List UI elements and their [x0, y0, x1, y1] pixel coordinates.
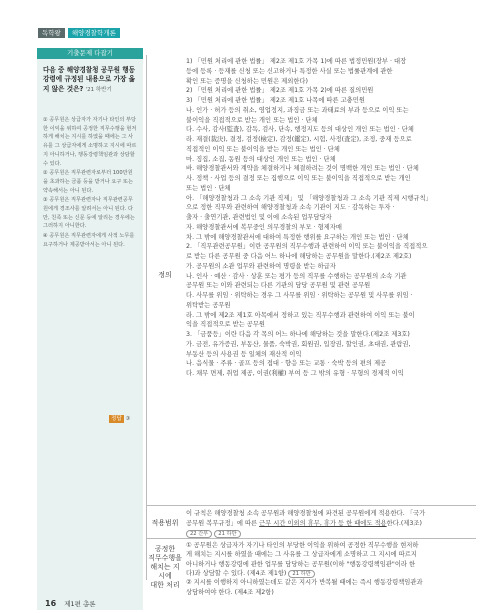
definition-line: 공무원 또는 이와 관련되는 다른 기관의 담당 공무원 및 관련 공무원 — [186, 282, 371, 290]
definition-line: 부동산 등의 사용권 등 일체의 재산적 이익 — [186, 350, 302, 358]
unjust-line-3: 아니하거나 행동강령에 관한 업무를 담당하는 공무원(이하 "행동강령책임관"이라 한 — [186, 560, 416, 568]
definition-line: 아. 「해양경찰청과 그 소속 기관 직제」 및 「해양경찰청과 그 소속 기관 직제 시행규칙」 — [186, 194, 432, 202]
definition-line: 나. 인사 · 예산 · 감사 · 상훈 또는 평가 등의 직무를 수행하는 공무원의 소속 기관 — [186, 272, 407, 280]
table-divider-scope — [146, 505, 476, 506]
unjust-line-6: 상담하여야 한다. (제4조 제2항) — [186, 588, 274, 596]
answer-choice-4: ④ 공무원은 직무관련자에게 사적 노무를 요구하거나 제공받아서는 아니 된다. — [43, 233, 135, 248]
correct-answer — [109, 415, 130, 423]
definition-line: 다. 수사, 감사(監査), 감독, 검사, 단속, 행정지도 등의 대상인 개인 또는 법인 · 단체 — [186, 126, 414, 134]
definition-line: 으로 정한 직무와 관련하여 해양경찰청과 소속 기관이 지도 · 감독하는 투자 · — [186, 204, 395, 212]
unjust-line-2: 게 해치는 지시를 하였을 때에는 그 사유를 그 상급자에게 소명하고 그 지시에 따르지 — [186, 551, 417, 559]
question-text: 다음 중 해양경찰청 공무원 행동강령에 규정된 내용으로 가장 옳지 않은 것은? — [43, 66, 135, 93]
unjust-year-tag: 21 하반 — [288, 570, 314, 579]
definition-line: 확인 또는 증명을 신청하는 민원은 제외한다) — [186, 77, 308, 85]
question-year: '21 하반기 — [85, 86, 112, 93]
correct-answer-label: 정답 — [111, 416, 122, 422]
definition-line: 자. 해양경찰관서에 복무중인 의무경찰의 부모 · 형제자매 — [186, 223, 342, 231]
definition-line: 가. 공무원의 소관 업무와 관련하여 명령을 받는 하급자 — [186, 262, 336, 270]
unjust-line-4 — [186, 569, 476, 579]
unjust-line-4-text: 다)과 상담할 수 있다. (제4조 제1항) — [186, 569, 287, 577]
page-footer — [45, 599, 96, 608]
definition-line: 등에 등록 · 등재를 신청 또는 신고하거나 특정한 사실 또는 법률관계에 관한 — [186, 67, 393, 75]
definition-line: 라. 재결(裁決), 결정, 검정(檢定), 감정(鑑定), 시험, 사정(査定), 조정, 중재 등으로 — [186, 136, 412, 143]
definition-line: 나. 인가 · 허가 등의 취소, 영업정지, 과징금 또는 과태료의 부과 등으로 이익 또는 — [186, 106, 409, 114]
definition-line: 바. 해양경찰관서와 계약을 체결하거나 체결하려는 것이 명백한 개인 또는 법인 · 단체 — [186, 165, 419, 173]
scope-text-underlined: 근무 시간 이외의 휴무, 휴가 등 한 때에도 적용 — [259, 519, 387, 527]
definition-content — [186, 57, 476, 379]
definition-line: 로 받는 다른 공무원 중 다음 어느 하나에 해당하는 공무원을 말한다.(제2조 제2호) — [186, 253, 412, 260]
subject-tag: 해양경찰학개론 — [68, 28, 120, 38]
scope-line-2 — [186, 519, 476, 529]
scope-line-1: 이 규칙은 해양경찰청 소속 공무원과 해양경찰청에 파견된 공무원에게 적용한다. 「국가 — [186, 510, 426, 517]
page-number: 16 — [45, 599, 57, 608]
answer-choice-2: ② 공무원은 직무관련자로부터 100만원을 초과하는 금품 등을 받거나 요구 또는 약속해서는 아니 된다. — [43, 170, 134, 194]
unjust-label-line-4: 대한 처리 — [150, 581, 180, 589]
chapter-tag: 독학왕 — [38, 28, 65, 38]
scope-text-b: 한다.(제3조) — [386, 519, 422, 527]
unjust-line-5: ② 지시를 이행하지 아니하였는데도 같은 지시가 반복될 때에는 즉시 행동강령책임관과 — [186, 579, 423, 587]
definition-line: 가. 금전, 유가증권, 부동산, 물품, 숙박권, 회원권, 입장권, 할인권, 초대권, 관람권, — [186, 340, 411, 348]
definition-line: 직접적인 이익 또는 불이익을 받는 개인 또는 법인 · 단체 — [186, 145, 340, 153]
definition-line: 3. 「금품등」이란 다음 각 목의 어느 하나에 해당하는 것을 말한다.(제2조 제3호) — [186, 331, 410, 338]
answer-choice-3: ③ 공무원은 직무관련자나 직무관련공무원에게 경조사를 알려서는 아니 된다. 다만, 친족 또는 신문 등에 알리는 경우에는 그러하지 아니한다. — [43, 197, 135, 230]
unjust-label-line-2: 직무수행을 — [148, 554, 182, 562]
scope-year-tag-1: 22 간부 — [186, 530, 212, 539]
definition-line: 사. 정책 · 사업 등의 결정 또는 집행으로 이익 또는 불이익을 직접적으로 받는 개인 — [186, 175, 411, 182]
scope-year-tags — [186, 529, 476, 539]
definition-line: 차. 그 밖에 해양경찰관서에 대하여 특정한 행위를 요구하는 개인 또는 법인 · 단체 — [186, 233, 409, 241]
answer-choice-1: ① 공무원은 상급자가 자기나 타인의 부당한 이익을 위하여 공정한 직무수행을 현저하게 해치는 지시를 하였을 때에는 그 사유를 그 상급자에게 소명하고 지시에 따르지 아니하거나, 행동강령책임관과 상담할 수 있다. — [43, 117, 137, 167]
scope-content — [186, 509, 476, 538]
definition-line: 불이익을 직접적으로 받는 개인 또는 법인 · 단체 — [186, 116, 318, 124]
definition-line: 또는 법인 · 단체 — [186, 184, 231, 192]
sidebar-badge: 기출문제 다잡기 — [37, 48, 143, 59]
definition-line: 다. 사무를 위임 · 위탁하는 경우 그 사무를 위임 · 위탁하는 공무원 및 사무를 위임 · — [186, 292, 413, 299]
answer-choices — [43, 116, 137, 251]
definition-line: 익을 직접적으로 받는 공무원 — [186, 321, 265, 329]
part-title: 제1편 총론 — [64, 600, 96, 608]
definition-line: 출자 · 출연기관, 관련법인 및 이에 소속된 업무담당자 — [186, 214, 332, 221]
definition-line: 마. 징집, 소집, 동원 등의 대상인 개인 또는 법인 · 단체 — [186, 155, 336, 163]
unjust-line-1: ① 공무원은 상급자가 자기나 타인의 부당한 이익을 위하여 공정한 직무수행을 현저하 — [186, 542, 419, 549]
scope-label: 적용범위 — [151, 519, 179, 527]
unjust-content — [186, 541, 476, 597]
definition-line: 다. 채무 면제, 취업 제공, 이권(利權) 부여 등 그 밖의 유형 · 무형의 경제적 이익 — [186, 370, 404, 377]
definition-line: 2. 「직무관련공무원」이란 공무원의 직무수행과 관련하여 이익 또는 불이익을 직접적으 — [186, 243, 428, 251]
definition-line: 2) 「민원 처리에 관한 법률」 제2조 제1호 가목 2)에 따른 질의민원 — [186, 87, 374, 95]
sidebar-question — [43, 66, 137, 95]
definition-line: 1) 「민원 처리에 관한 법률」 제2조 제1호 가목 1)에 따른 법정민원(장부 · 대장 — [186, 58, 407, 65]
scope-year-tag-2: 21 하반 — [214, 530, 240, 539]
unjust-label — [148, 545, 182, 590]
chapter-tagbar — [38, 28, 120, 38]
past-exam-sidebar — [37, 48, 143, 610]
definition-line: 라. 그 밖에 제2조 제1호 아목에서 정하고 있는 직무수행과 관련하여 이익 또는 불이 — [186, 311, 415, 319]
scope-text-a: 공무원 복무규정」에 따른 — [186, 519, 260, 527]
definition-line: 3) 「민원 처리에 관한 법률」 제2조 제1호 나목에 따른 고충민원 — [186, 97, 365, 104]
unjust-label-line-1: 공정한 — [154, 545, 176, 553]
unjust-label-line-3: 해치는 지시에 — [150, 563, 180, 580]
definition-label: 정의 — [158, 271, 172, 279]
definition-line: 위탁받는 공무원 — [186, 301, 231, 309]
definition-line: 나. 음식물 · 주류 · 골프 등의 접대 · 향응 또는 교통 · 숙박 등의 편의 제공 — [186, 360, 387, 368]
correct-answer-value: ③ — [125, 416, 131, 422]
table-divider-vertical — [146, 55, 147, 580]
